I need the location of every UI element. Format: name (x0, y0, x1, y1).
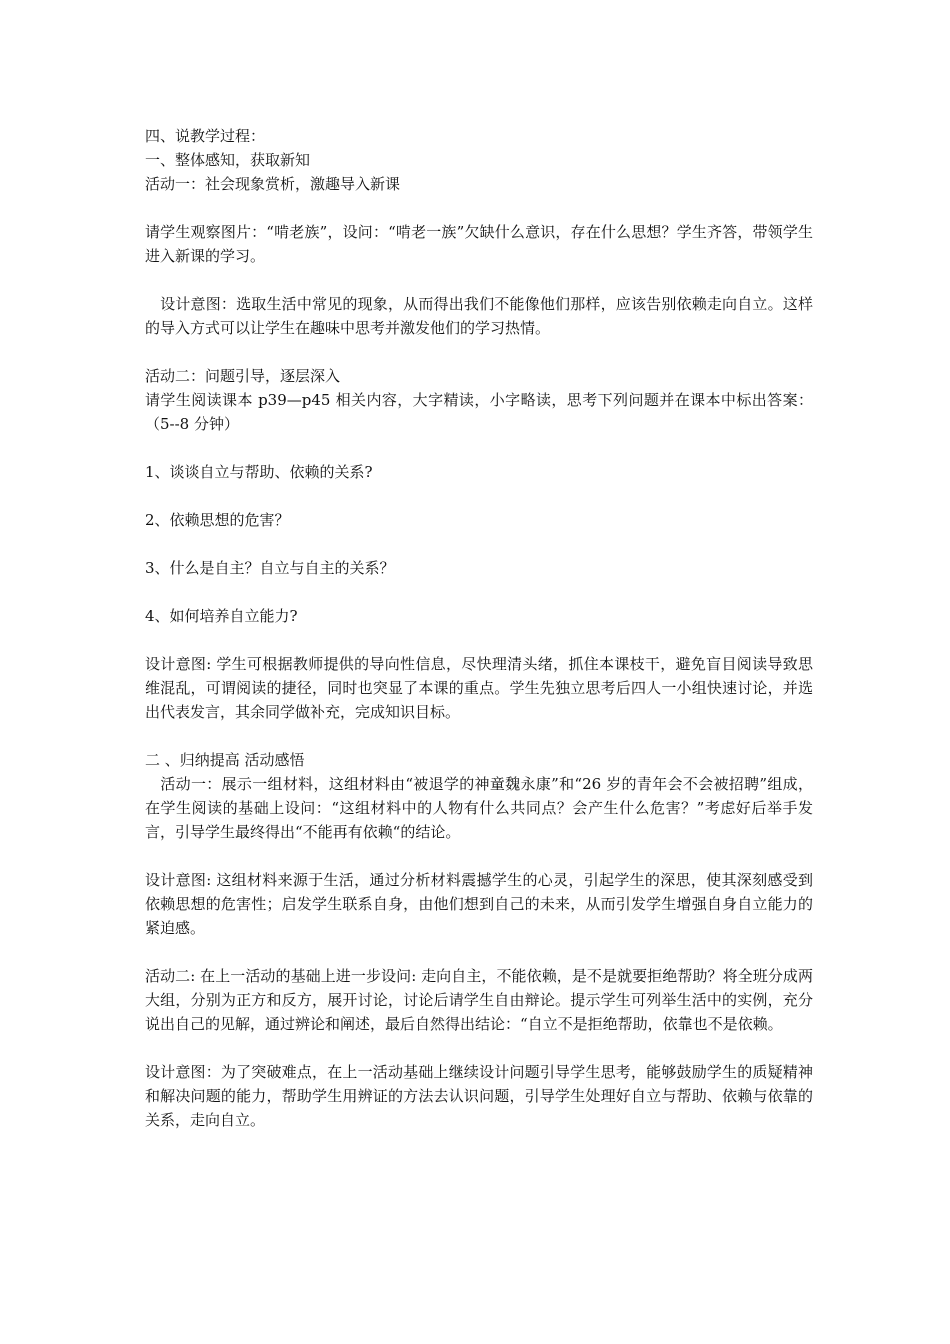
part2-title: 二 、归纳提高 活动感悟 (145, 751, 305, 769)
activity2-title: 活动二：问题引导，逐层深入 (145, 367, 341, 385)
design-intent-4: 设计意图：为了突破难点，在上一活动基础上继续设计问题引导学生思考，能够鼓励学生的质疑精神和解决问题的能力，帮助学生用辨证的方法去认识问题，引导学生处理好自立与帮助、依赖与依靠的关系，走向自立。 (145, 1063, 813, 1129)
question-item: 3、什么是自主？自立与自主的关系？ (145, 559, 395, 577)
design-intent-1: 设计意图：选取生活中常见的现象，从而得出我们不能像他们那样，应该告别依赖走向自立。这样的导入方式可以让学生在趣味中思考并激发他们的学习热情。 (145, 295, 813, 337)
question-item: 2、依赖思想的危害？ (145, 511, 290, 529)
section-heading: 四、说教学过程： (145, 127, 266, 145)
question-item: 1、谈谈自立与帮助、依赖的关系? (145, 463, 373, 481)
document-body (145, 124, 813, 1132)
design-intent-2: 设计意图: 学生可根据教师提供的导向性信息，尽快理清头绪，抓住本课枝干，避免盲目阅读导致思维混乱，可谓阅读的捷径，同时也突显了本课的重点。学生先独立思考后四人一小组快速讨论，并选出代表发言，其余同学做补充，完成知识目标。 (145, 655, 813, 721)
part2-activity2-paragraph: 活动二: 在上一活动的基础上进一步设问: 走向自主，不能依赖，是不是就要拒绝帮助？将全班分成两大组，分别为正方和反方，展开讨论，讨论后请学生自由辩论。提示学生可列举生活中的实例，充分说出自己的见解，通过辨论和阐述，最后自然得出结论：“自立不是拒绝帮助，依靠也不是依赖。 (145, 967, 813, 1033)
design-intent-3: 设计意图: 这组材料来源于生活，通过分析材料震撼学生的心灵，引起学生的深思，使其深刻感受到依赖思想的危害性；启发学生联系自身，由他们想到自己的未来，从而引发学生增强自身自立能力的紧迫感。 (145, 871, 813, 937)
activity1-title: 活动一：社会现象赏析，激趣导入新课 (145, 175, 401, 193)
part1-title: 一、整体感知，获取新知 (145, 151, 311, 169)
activity2-paragraph: 请学生阅读课本 p39—p45 相关内容，大字精读，小字略读，思考下列问题并在课本中标出答案：（5--8 分钟） (145, 391, 813, 433)
activity1-paragraph: 请学生观察图片：“啃老族”，设问：“啃老一族”欠缺什么意识，存在什么思想？学生齐答，带领学生进入新课的学习。 (145, 223, 813, 265)
question-item: 4、如何培养自立能力? (145, 607, 298, 625)
part2-activity1-paragraph: 活动一：展示一组材料，这组材料由“被退学的神童魏永康”和“26 岁的青年会不会被招聘”组成，在学生阅读的基础上设问：“这组材料中的人物有什么共同点？会产生什么危害？”考虑好后举手发言，引导学生最终得出“不能再有依赖“的结论。 (145, 775, 813, 841)
